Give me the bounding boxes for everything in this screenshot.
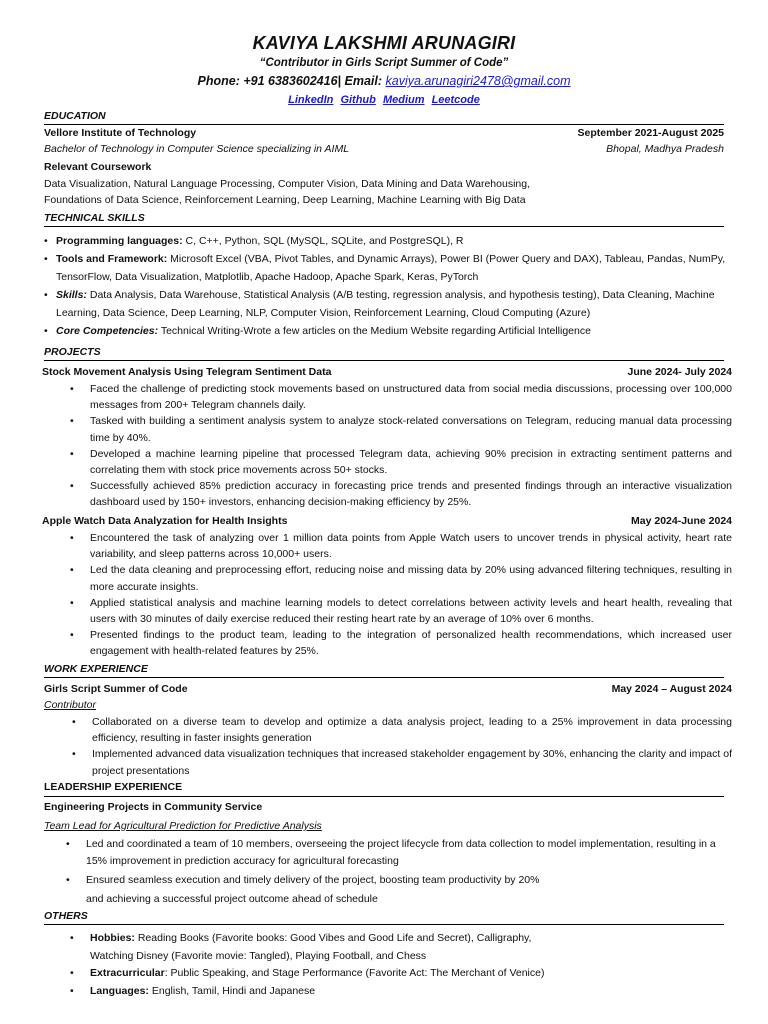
project-bullets [70, 530, 732, 660]
leadership-bullet: • Led and coordinated a team of 10 members, overseeing the project lifecycle from data collection to model implementation, resulting in a 15% improvement in prediction accuracy for agricultural forecasting [66, 838, 716, 867]
skills-heading: TECHNICAL SKILLS [44, 212, 724, 227]
institute-name: Vellore Institute of Technology [44, 127, 197, 139]
others-list [70, 930, 730, 1000]
others-item: • Extracurricular: Public Speaking, and Stage Performance (Favorite Act: The Merchant of Venice) [90, 965, 730, 983]
leadership-continuation: and achieving a successful project outcome ahead of schedule [86, 893, 378, 905]
project-bullet: • Tasked with building a sentiment analysis system to analyze stock-related conversations on Telegram, reducing manual data processing time by 40%. [70, 415, 732, 444]
project-bullet: • Applied statistical analysis and machine learning models to detect correlations between activity levels and heart health, revealing that users with 30 minutes of daily exercise reduced their resting heart rate by an average of 10% over 6 months. [70, 596, 732, 626]
project-bullet: • Encountered the task of analyzing over 1 million data points from Apple Watch users to uncover trends in physical activity, heart rate variability, and sleep patterns across 10,000+ users. [70, 532, 732, 561]
bullet-icon: • [66, 838, 70, 850]
bullet-icon: • [70, 932, 74, 944]
medium-link[interactable]: Medium [382, 94, 425, 106]
project-dates: May 2024-June 2024 [631, 515, 732, 527]
project-title-row [42, 366, 732, 379]
bullet-icon: • [44, 289, 48, 301]
bullet-icon: • [70, 629, 74, 642]
work-bullet: • Implemented advanced data visualization techniques that increased stakeholder engagement by 30%, enhancing the clarity and impact of project presentations [72, 748, 732, 777]
skill-item: • Tools and Framework: Microsoft Excel (VBA, Pivot Tables, and Dynamic Arrays), Power BI (Power Query and DAX), Tableau, Pandas, NumPy, TensorFlow, Data Visualization, Matplotlib, Apache Hadoop, Apache Spark, Keras, PyTorch [56, 250, 732, 286]
project-bullet: • Faced the challenge of predicting stock movements based on unstructured data from social media discussions, processing over 100,000 messages from 200+ Telegram channels daily. [70, 383, 732, 412]
bullet-icon: • [70, 984, 74, 997]
project-bullets [70, 381, 732, 511]
bullet-icon: • [72, 716, 76, 728]
project-title: Apple Watch Data Analyzation for Health Insights [42, 515, 288, 527]
bullet-icon: • [70, 596, 74, 609]
candidate-name: KAVIYA LAKSHMI ARUNAGIRI [252, 33, 516, 53]
others-item: • Hobbies: Reading Books (Favorite books: Good Vibes and Good Life and Secret), Calligraphy, Watching Disney (Favorite movie: Tangled), Playing Football, and Chess [70, 932, 532, 962]
project-title: Stock Movement Analysis Using Telegram Sentiment Data [42, 366, 332, 378]
skill-item: • Skills: Data Analysis, Data Warehouse, Statistical Analysis (A/B testing, regression analysis, and hypothesis testing), Data Cleaning, Machine Learning, Data Science, Deep Learning, NLP, Computer Vision, Reinforcement Learning, Cloud Computing (Azure) [56, 286, 732, 322]
coursework-title: Relevant Coursework [44, 161, 152, 173]
leadership-bullet: • Ensured seamless execution and timely delivery of the project, boosting team productivity by 20% [86, 872, 732, 889]
linkedin-link[interactable]: LinkedIn [288, 94, 334, 106]
phone-label: Phone: +91 6383602416| Email: [197, 74, 383, 88]
others-heading: OTHERS [44, 910, 724, 925]
education-location: Bhopal, Madhya Pradesh [606, 143, 724, 155]
bullet-icon: • [66, 874, 70, 886]
coursework-line: Foundations of Data Science, Reinforcement Learning, Deep Learning, Machine Learning with Big Data [44, 194, 526, 206]
coursework-line: Data Visualization, Natural Language Processing, Computer Vision, Data Mining and Data Warehousing, [44, 178, 530, 190]
bullet-icon: • [72, 748, 76, 761]
skills-list [44, 232, 732, 340]
bullet-icon: • [70, 967, 74, 979]
work-dates: May 2024 – August 2024 [611, 683, 732, 695]
bullet-icon: • [70, 415, 74, 428]
skill-item: • Programming languages: C, C++, Python, SQL (MySQL, SQLite, and PostgreSQL), R [56, 232, 732, 250]
bullet-icon: • [70, 383, 74, 395]
work-bullets [72, 714, 732, 779]
bullet-icon: • [70, 480, 74, 493]
others-item: • Languages: English, Tamil, Hindi and Japanese [90, 983, 730, 1001]
work-org-row [44, 683, 732, 696]
work-role: Contributor [44, 699, 96, 711]
education-dates: September 2021-August 2025 [577, 127, 724, 139]
contact-line [0, 74, 768, 88]
education-heading: EDUCATION [44, 110, 724, 125]
project-bullet: • Successfully achieved 85% prediction accuracy in forecasting price trends and presented findings through an interactive visualization dashboard used by 150+ investors, enhancing decision-making efficiency by 25%. [70, 480, 732, 509]
bullet-icon: • [70, 564, 74, 577]
tagline: “Contributor in Girls Script Summer of Code” [259, 57, 509, 69]
bullet-icon: • [44, 325, 48, 337]
leetcode-link[interactable]: Leetcode [431, 94, 480, 106]
skill-item: • Core Competencies: Technical Writing-Wrote a few articles on the Medium Website regarding Artificial Intelligence [56, 322, 732, 340]
work-bullet: • Collaborated on a diverse team to develop and optimize a data analysis project, leading to a 25% improvement in data processing efficiency, resulting in faster insights generation [72, 716, 732, 745]
project-title-row [42, 515, 732, 528]
bullet-icon: • [70, 447, 74, 460]
education-institute-row [44, 127, 724, 140]
projects-heading: PROJECTS [44, 346, 724, 361]
degree: Bachelor of Technology in Computer Science specializing in AIML [44, 143, 350, 155]
bullet-icon: • [44, 253, 48, 265]
leadership-org: Engineering Projects in Community Service [44, 801, 263, 813]
section-divider [44, 796, 724, 797]
github-link[interactable]: Github [340, 94, 376, 106]
leadership-bullets [66, 836, 732, 908]
leadership-heading: LEADERSHIP EXPERIENCE [44, 781, 183, 793]
leadership-role: Team Lead for Agricultural Prediction for Predictive Analysis [44, 820, 322, 832]
work-heading: WORK EXPERIENCE [44, 663, 724, 678]
profile-links [0, 94, 768, 106]
work-org: Girls Script Summer of Code [44, 683, 188, 695]
email-link[interactable]: kaviya.arunagiri2478@gmail.com [385, 74, 571, 88]
project-bullet: • Developed a machine learning pipeline that processed Telegram data, achieving 90% precision in extracting sentiment patterns and correlating them with stock price movements across 50+ stocks. [70, 447, 732, 477]
education-degree-row [44, 143, 724, 156]
bullet-icon: • [70, 532, 74, 544]
project-dates: June 2024- July 2024 [627, 366, 732, 378]
project-bullet: • Led the data cleaning and preprocessing effort, reducing noise and missing data by 20% using advanced filtering techniques, resulting in more accurate insights. [70, 564, 732, 593]
bullet-icon: • [44, 235, 48, 247]
project-bullet: • Presented findings to the product team, leading to the integration of personalized health recommendations, which increased user engagement with health-related features by 25%. [70, 629, 732, 658]
